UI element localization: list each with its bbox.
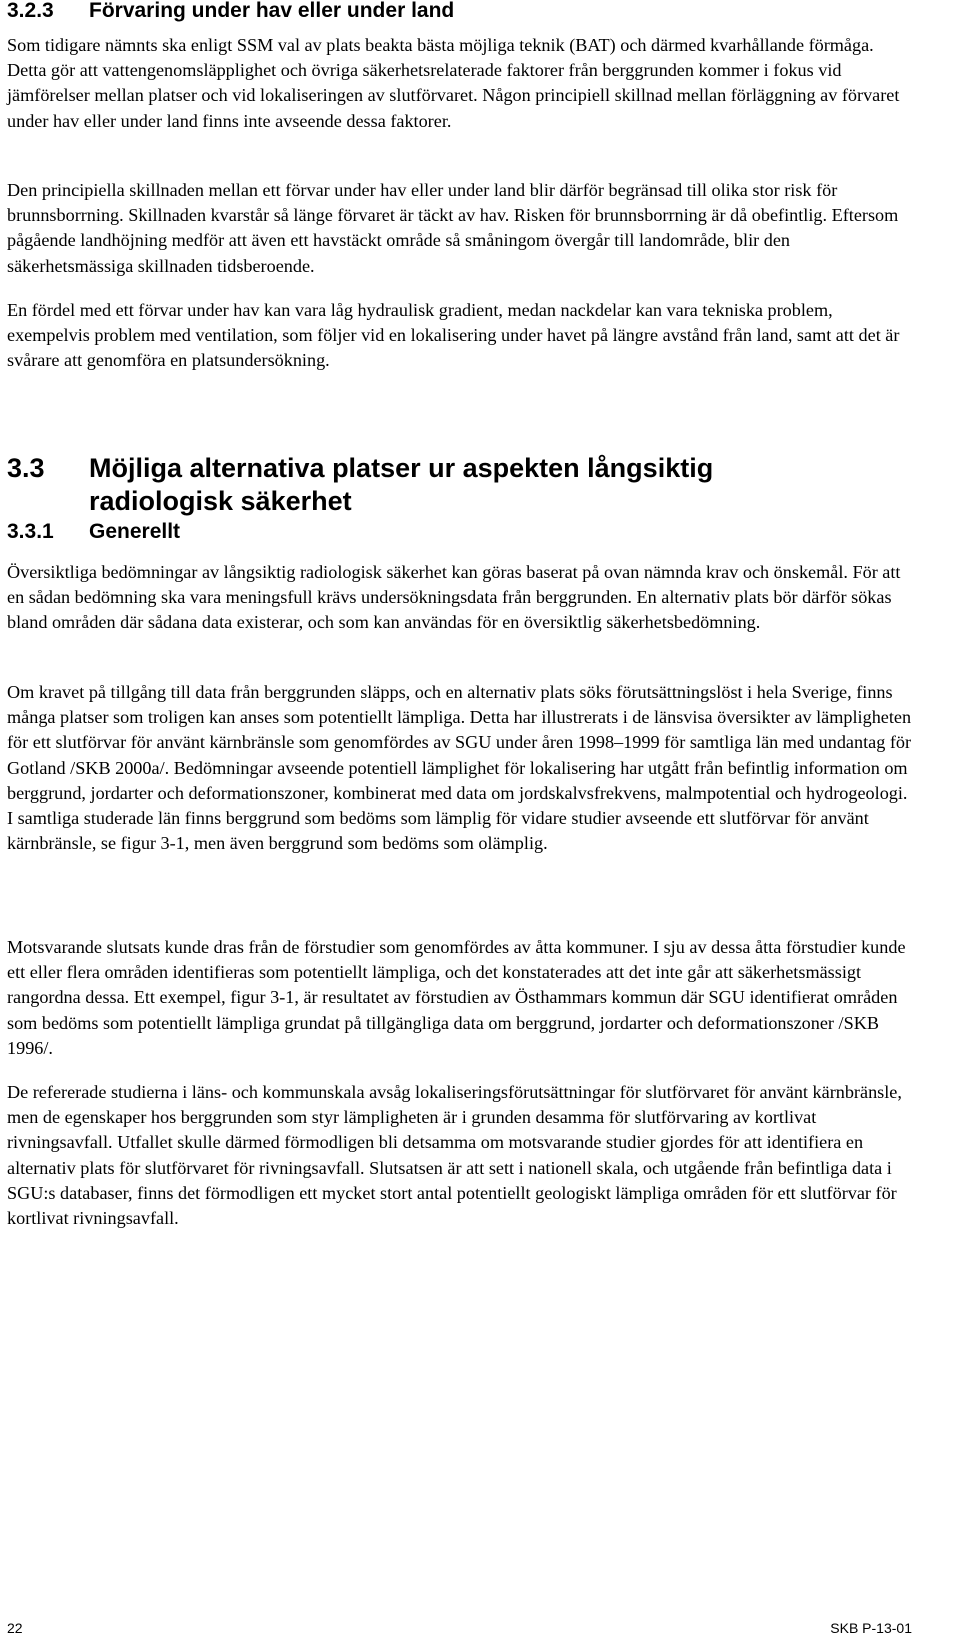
section-heading-3-3-1 xyxy=(7,519,180,545)
section-heading-3-3 xyxy=(7,452,912,518)
paragraph: De refererade studierna i läns- och kommunskala avsåg lokaliseringsförutsättningar för slutförvaret för använt kärnbränsle, men de egenskaper hos berggrunden som styr lämpligheten är i grunden desamma för slutförvaring av kortlivat rivningsavfall. Utfallet skulle därmed förmodligen bli detsamma om motsvarande studier gjordes för att identifiera en alternativ plats för slutförvaret för rivningsavfall. Slutsatsen är att sett i nationell skala, och utgående från befintliga data i SGU:s databaser, finns det förmodligen ett mycket stort antal potentiellt geologiskt lämpliga områden för ett slutförvar för kortlivat rivningsavfall. xyxy=(7,1082,902,1229)
section-title: Möjliga alternativa platser ur aspekten långsiktig radiologisk säkerhet xyxy=(89,453,714,516)
paragraph: Motsvarande slutsats kunde dras från de förstudier som genomfördes av åtta kommuner. I sju av dessa åtta förstudier kunde ett eller flera områden identifieras som potentiellt lämpliga, och det konstaterades att det inte går att säkerhetsmässigt rangordna dessa. Ett exempel, figur 3-1, är resultatet av förstudien av Östhammars kommun där SGU identifierat områden som bedöms som potentiellt lämpliga grundat på tillgängliga data om berggrund, jordarter och deformationszoner /SKB 1996/. xyxy=(7,937,906,1058)
page-footer xyxy=(7,1620,912,1636)
paragraph: Översiktliga bedömningar av långsiktig radiologisk säkerhet kan göras baserat på ovan nämnda krav och önskemål. För att en sådan bedömning ska vara meningsfull krävs undersökningsdata från berggrunden. En alternativ plats bör därför sökas bland områden där sådana data existerar, och som kan användas för en översiktlig säkerhetsbedömning. xyxy=(7,562,901,633)
section-number: 3.3.1 xyxy=(7,520,54,543)
section-number: 3.3 xyxy=(7,453,45,483)
page-number: 22 xyxy=(7,1620,23,1636)
document-id: SKB P-13-01 xyxy=(830,1620,912,1636)
paragraph: Som tidigare nämnts ska enligt SSM val av plats beakta bästa möjliga teknik (BAT) och därmed kvarhållande förmåga. Detta gör att vattengenomsläpplighet och övriga säkerhetsrelaterade faktorer från berggrunden kommer i fokus vid jämförelser mellan platser och vid lokaliseringen av slutförvaret. Någon principiell skillnad mellan förläggning av förvaret under hav eller under land finns inte avseende dessa faktorer. xyxy=(7,35,900,131)
paragraph: Den principiella skillnaden mellan ett förvar under hav eller under land blir därför begränsad till olika stor risk för brunnsborrning. Skillnaden kvarstår så länge förvaret är täckt av hav. Risken för brunnsborrning är då obefintlig. Eftersom pågående landhöjning medför att även ett havstäckt område så småningom övergår till landområde, blir den säkerhetsmässiga skillnaden tidsberoende. xyxy=(7,180,899,276)
section-number: 3.2.3 xyxy=(7,0,54,22)
section-heading-3-2-3 xyxy=(7,0,454,24)
section-title: Generellt xyxy=(89,520,181,543)
paragraph: En fördel med ett förvar under hav kan vara låg hydraulisk gradient, medan nackdelar kan vara tekniska problem, exempelvis problem med ventilation, som följer vid en lokalisering under havet på längre avstånd från land, samt att det är svårare att genomföra en platsundersökning. xyxy=(7,300,900,371)
section-title: Förvaring under hav eller under land xyxy=(89,0,455,22)
paragraph: Om kravet på tillgång till data från berggrunden släpps, och en alternativ plats söks förutsättningslöst i hela Sverige, finns många platser som troligen kan anses som potentiellt lämpliga. Detta har illustrerats i de länsvisa översikter av lämpligheten för ett slutförvar för använt kärnbränsle som genomfördes av SGU under åren 1998–1999 för samtliga län med undantag för Gotland /SKB 2000a/. Bedömningar avseende potentiell lämplighet för lokalisering har utgått från befintlig information om berggrund, jordarter och deformationszoner, kombinerat med data om jordskalvsfrekvens, malmpotential och hydrogeologi. I samtliga studerade län finns berggrund som bedöms som lämplig för vidare studier avseende ett slutförvar för använt kärnbränsle, se figur 3-1, men även berggrund som bedöms som olämplig. xyxy=(7,682,912,854)
